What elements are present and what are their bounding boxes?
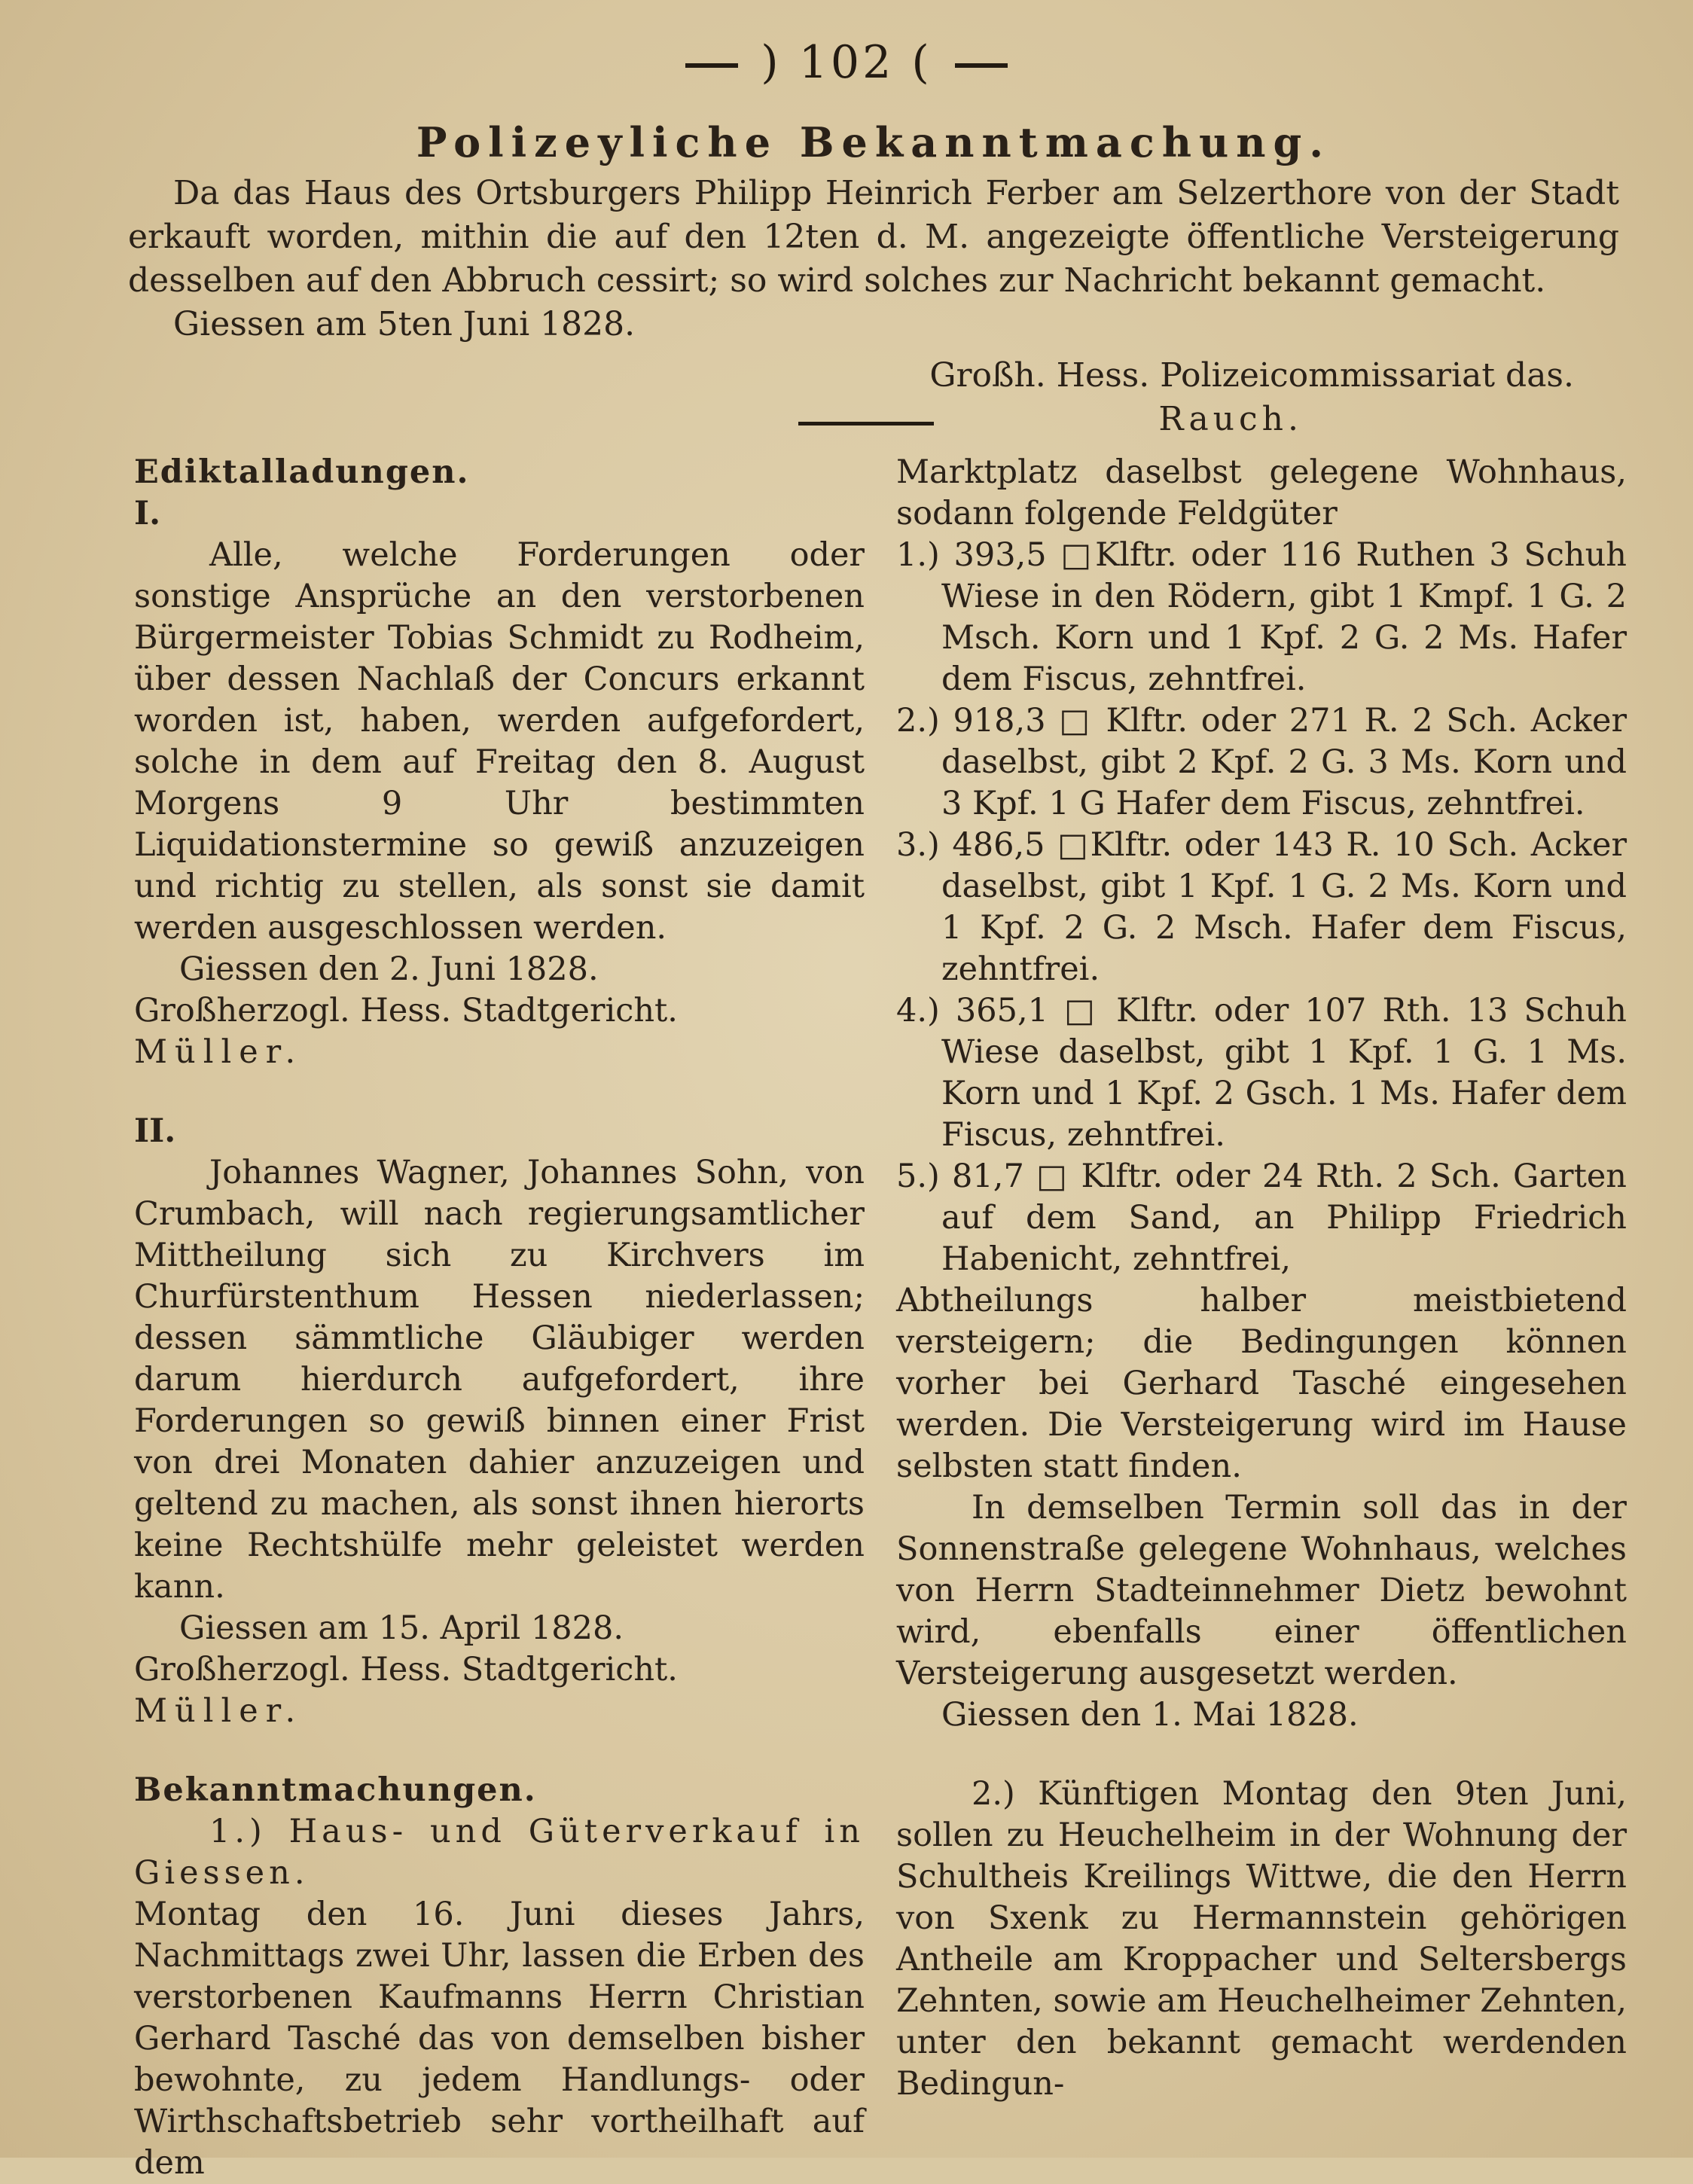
spacer — [134, 1073, 865, 1111]
right-date: Giessen den 1. Mai 1828. — [941, 1696, 1359, 1734]
edikt-i-text: Alle, welche Forderungen oder sonstige Ansprüche an den verstorbenen Bürgermeister Tobias Schmidt zu Rodheim, über dessen Nachlaß der Concurs erkannt worden ist, haben, werden aufgefordert, solche in dem auf Freitag den 8. August Morgens 9 Uhr bestimmten Liquidationstermine so gewiß anzuzeigen und richtig zu stellen, als sonst sie damit werden ausgeschlossen werden. — [134, 536, 865, 947]
edikt-i-name: Müller. — [134, 1033, 304, 1071]
right-column — [896, 452, 1627, 2105]
edikt-ii-number: II. — [134, 1112, 176, 1150]
police-text: Da das Haus des Ortsburgers Philipp Heinrich Ferber am Selzerthore von der Stadt erkauft worden, mithin die auf den 12ten d. M. angezeigte öffentliche Versteigerung desselben auf den Abbruch cessirt; so wird solches zur Nachricht bekannt gemacht. — [128, 174, 1619, 300]
spacer — [134, 1732, 865, 1770]
edikt-ii-signature: Großherzogl. Hess. Stadtgericht. — [134, 1651, 678, 1688]
police-title: Polizeyliche Bekanntmachung. — [416, 118, 1332, 166]
police-notice — [128, 120, 1619, 441]
bekannt-one-title: 1.) Haus- und Güterverkauf in Giessen. — [134, 1813, 865, 1892]
edikt-ii-date: Giessen am 15. April 1828. — [179, 1609, 624, 1647]
list-item: 3.) 486,5 □Klftr. oder 143 R. 10 Sch. Acker daselbst, gibt 1 Kpf. 1 G. 2 Ms. Korn und 1 Kpf. 2 G. 2 Msch. Hafer dem Fiscus, zehntfrei. — [896, 826, 1627, 988]
edikt-ii-text: Johannes Wagner, Johannes Sohn, von Crumbach, will nach regierungsamtlicher Mittheilung sich zu Kirchvers im Churfürstenthum Hessen niederlassen; dessen sämmtliche Gläubiger werden darum hierdurch aufgefordert, ihre Forderungen so gewiß binnen einer Frist von drei Monaten dahier anzuzeigen und geltend zu machen, als sonst ihnen hierorts keine Rechtshülfe mehr geleistet werden kann. — [134, 1154, 865, 1606]
right-intro: Marktplatz daselbst gelegene Wohnhaus, sodann folgende Feldgüter — [896, 453, 1627, 532]
section-divider — [798, 422, 934, 426]
bekannt-two-text: 2.) Künftigen Montag den 9ten Juni, sollen zu Heuchelheim in der Wohnung der Schultheis Kreilings Wittwe, die den Herrn von Sxenk zu Hermannstein gehörigen Antheile am Kroppacher und Seltersbergs Zehnten, sowie am Heuchelheimer Zehnten, unter den bekannt gemacht werdenden Bedingun- — [896, 1775, 1627, 2103]
header-dash-left — [685, 63, 738, 68]
left-column — [134, 452, 865, 2184]
list-item: 5.) 81,7 □ Klftr. oder 24 Rth. 2 Sch. Garten auf dem Sand, an Philipp Friedrich Habenicht, zehntfrei, — [896, 1158, 1627, 1278]
edikt-heading: Ediktalladungen. — [134, 453, 470, 491]
right-paragraph-2: In demselben Termin soll das in der Sonnenstraße gelegene Wohnhaus, welches von Herrn Stadteinnehmer Dietz bewohnt wird, ebenfalls einer öffentlichen Versteigerung ausgesetzt werden. — [896, 1489, 1627, 1692]
edikt-i-signature: Großherzogl. Hess. Stadtgericht. — [134, 992, 678, 1029]
header-dash-right — [955, 63, 1008, 68]
edikt-i-number: I. — [134, 495, 161, 532]
police-date: Giessen am 5ten Juni 1828. — [173, 305, 636, 343]
bekannt-one-text: Montag den 16. Juni dieses Jahrs, Nachmittags zwei Uhr, lassen die Erben des verstorbenen Kaufmanns Herrn Christian Gerhard Tasché das von demselben bisher bewohnte, zu jedem Handlungs- oder Wirthschaftsbetrieb sehr vortheilhaft auf dem — [134, 1896, 865, 2182]
page-number: ) 102 ( — [761, 36, 932, 89]
list-item: 4.) 365,1 □ Klftr. oder 107 Rth. 13 Schuh Wiese daselbst, gibt 1 Kpf. 1 G. 1 Ms. Korn und 1 Kpf. 2 Gsch. 1 Ms. Hafer dem Fiscus, zehntfrei. — [896, 992, 1627, 1154]
list-item: 2.) 918,3 □ Klftr. oder 271 R. 2 Sch. Acker daselbst, gibt 2 Kpf. 2 G. 3 Ms. Korn und 3 Kpf. 1 G Hafer dem Fiscus, zehntfrei. — [896, 702, 1627, 822]
right-after-text: Abtheilungs halber meistbietend versteigern; die Bedingungen können vorher bei Gerhard Tasché eingesehen werden. Die Versteigerung wird im Hause selbsten statt finden. — [896, 1282, 1627, 1485]
edikt-ii-name: Müller. — [134, 1692, 304, 1730]
bekannt-heading: Bekanntmachungen. — [134, 1771, 537, 1809]
spacer — [896, 1736, 1627, 1774]
edikt-i-date: Giessen den 2. Juni 1828. — [179, 950, 599, 988]
police-name: Rauch. — [1158, 400, 1303, 438]
list-item: 1.) 393,5 □Klftr. oder 116 Ruthen 3 Schuh Wiese in den Rödern, gibt 1 Kmpf. 1 G. 2 Msch. Korn und 1 Kpf. 2 G. 2 Ms. Hafer dem Fiscus, zehntfrei. — [896, 536, 1627, 698]
page-header — [0, 36, 1693, 89]
police-signature: Großh. Hess. Polizeicommissariat das. — [929, 356, 1574, 395]
